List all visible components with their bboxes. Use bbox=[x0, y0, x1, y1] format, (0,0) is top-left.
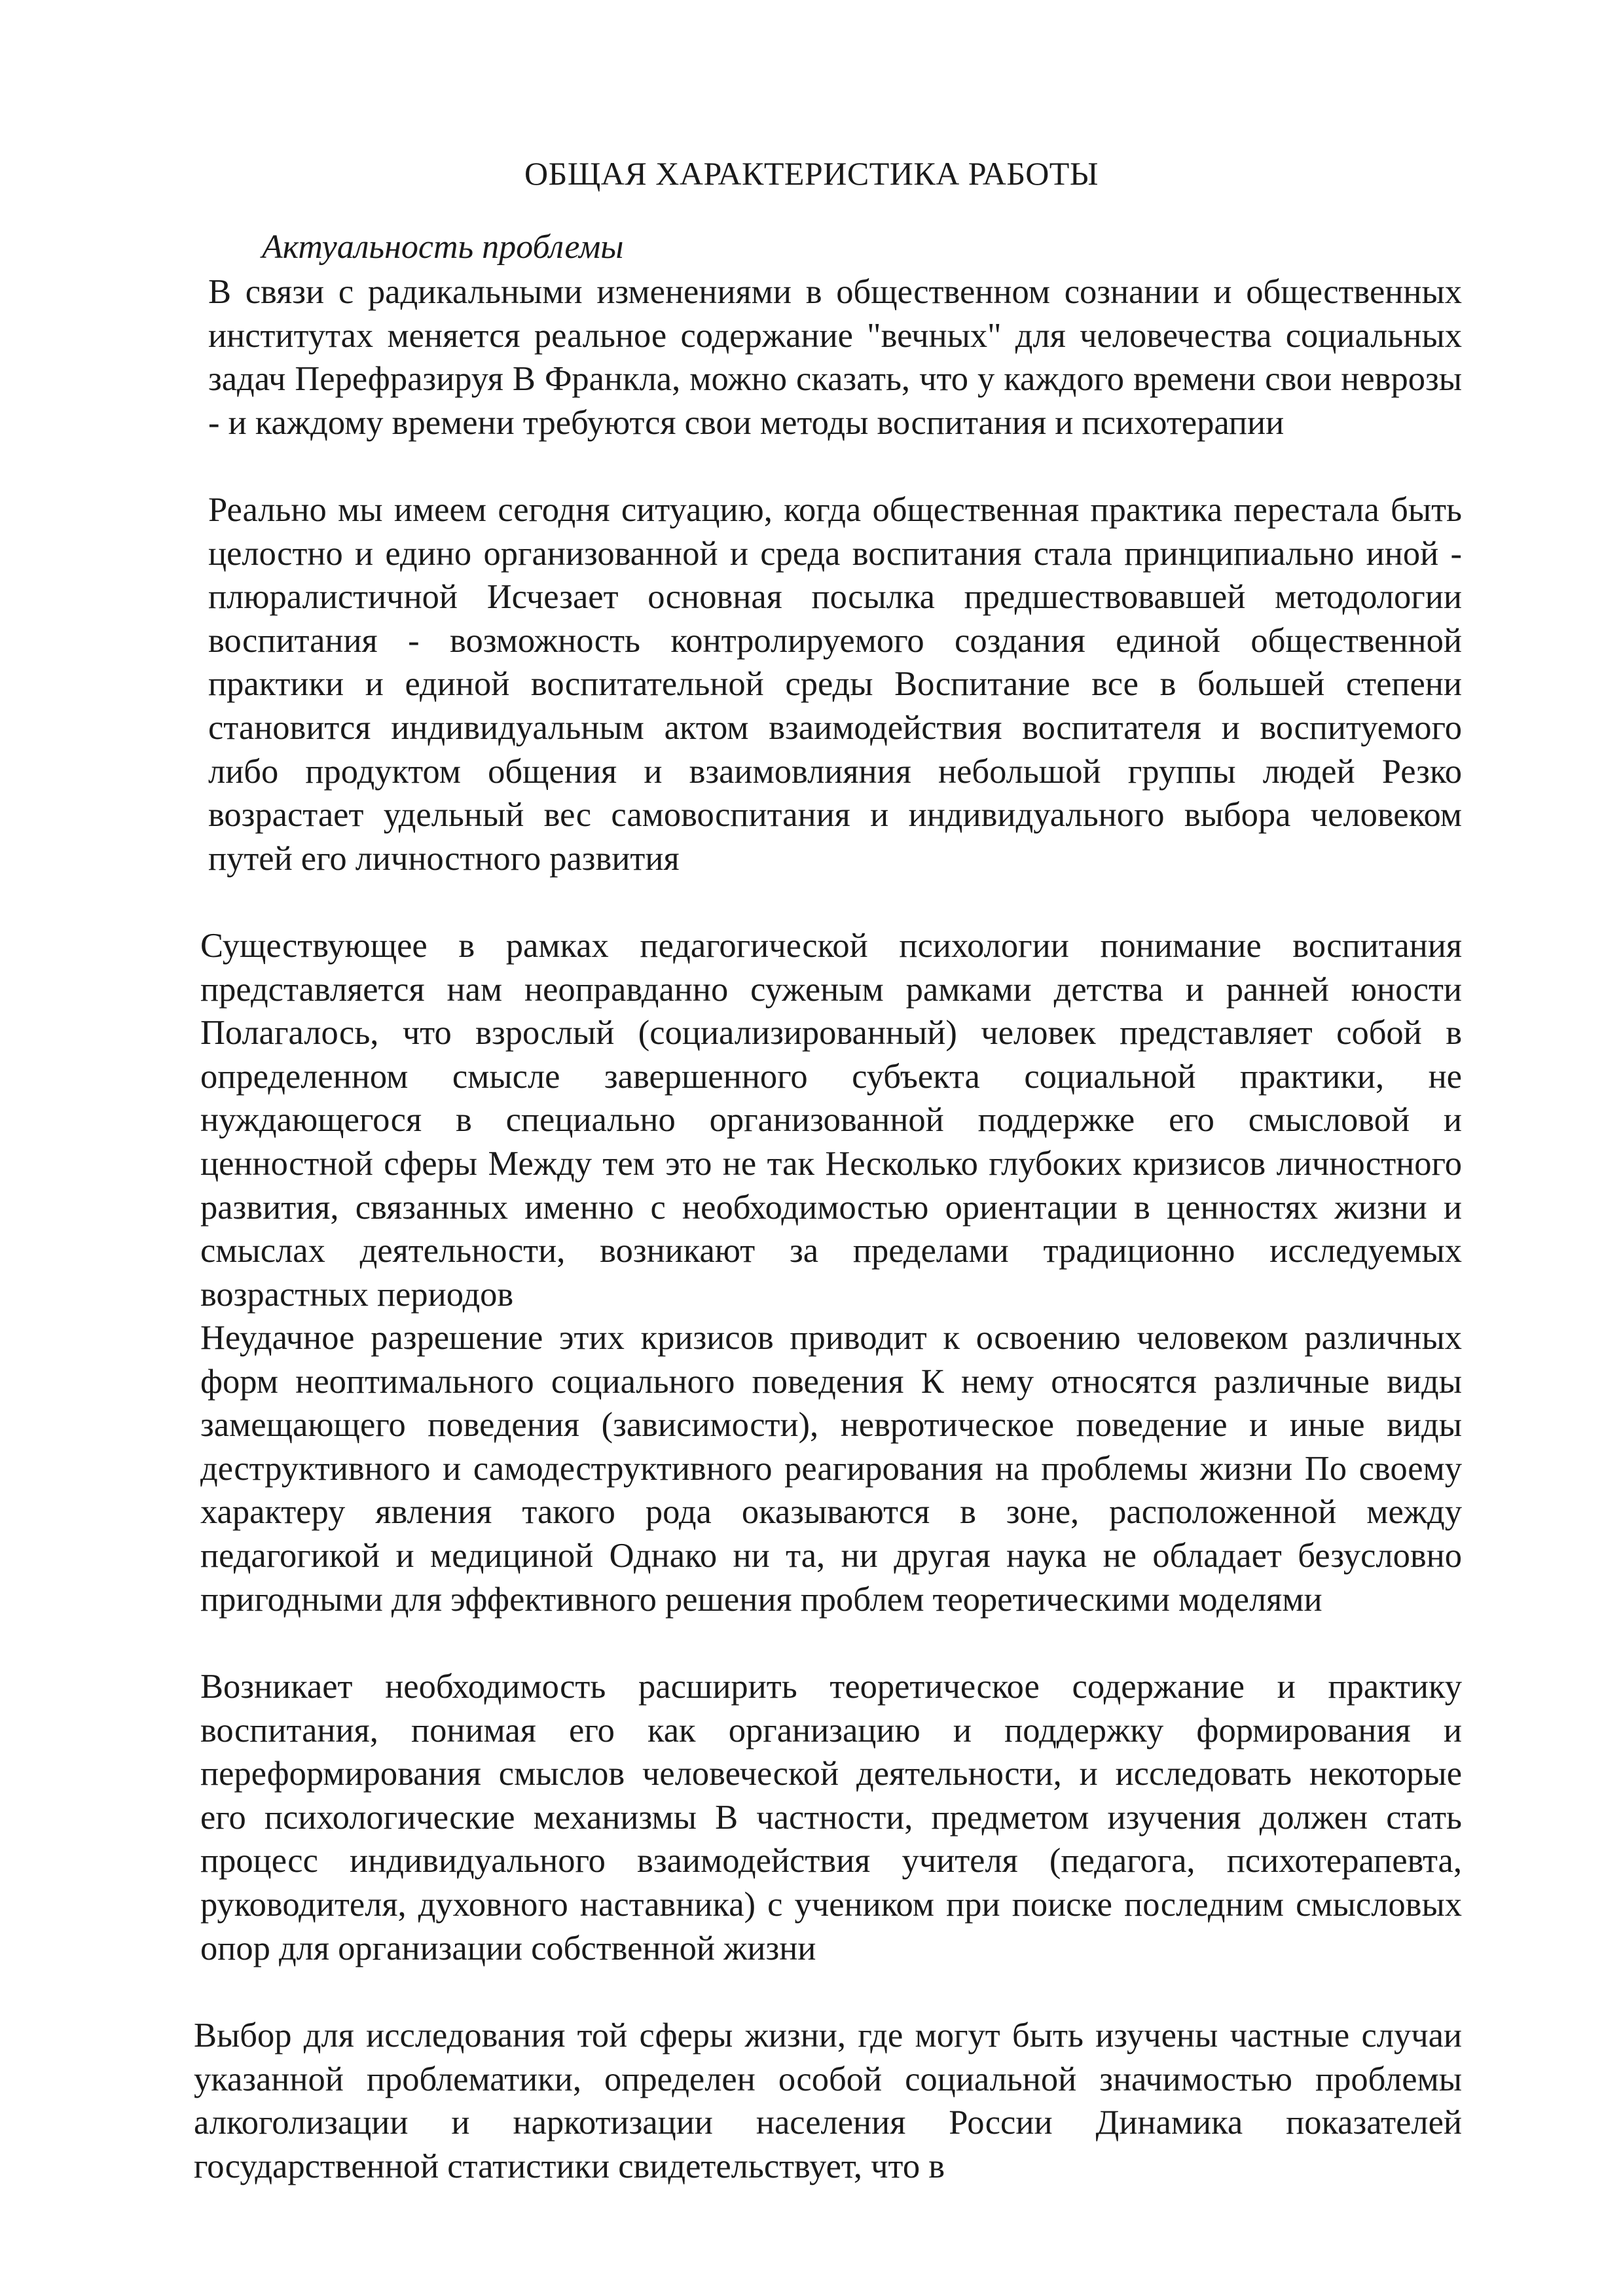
paragraph-3: Существующее в рамках педагогической психологии понимание воспитания представляется нам неоправданно суженым рамками детства и ранней юности Полагалось, что взрослый (социализированный) человек представляет собой в определенном смысле завершенного субъекта социальной практики, не нуждающегося в специально организованной поддержке его смысловой и ценностной сферы Между тем это не так Несколько глубоких кризисов личностного развития, связанных именно с необходимостью ориентации в ценностях жизни и смыслах деятельности, возникают за пределами традиционно исследуемых возрастных периодов bbox=[200, 927, 1462, 1314]
paragraph-6: Выбор для исследования той сферы жизни, где могут быть изучены частные случаи указанной проблематики, определен особой социальной значимостью проблемы алкоголизации и наркотизации населения России Динамика показателей государственной статистики свидетельствует, что в bbox=[194, 2017, 1462, 2185]
paragraph-1: В связи с радикальными изменениями в общественном сознании и общественных институтах меняется реальное содержание "вечных" для человечества социальных задач Перефразируя В Франкла, можно сказать, что у каждого времени свои неврозы - и каждому времени требуются свои методы воспитания и психотерапии bbox=[208, 273, 1462, 442]
paragraph-2: Реально мы имеем сегодня ситуацию, когда общественная практика перестала быть целостно и едино организованной и среда воспитания стала принципиально иной - плюралистичной Исчезает основная посылка предшествовавшей методологии воспитания - возможность контролируемого создания единой общественной практики и единой воспитательной среды Воспитание все в большей степени становится индивидуальным актом взаимодействия воспитателя и воспитуемого либо продуктом общения и взаимовлияния небольшой группы людей Резко возрастает удельный вес самовоспитания и индивидуального выбора человеком путей его личностного развития bbox=[208, 491, 1462, 878]
page-title: ОБЩАЯ ХАРАКТЕРИСТИКА РАБОТЫ bbox=[524, 155, 1099, 192]
paragraph-4: Неудачное разрешение этих кризисов приводит к освоению человеком различных форм неоптимального социального поведения К нему относятся различные виды замещающего поведения (зависимости), невротическое поведение и иные виды деструктивного и самодеструктивного реагирования на проблемы жизни По своему характеру явления такого рода оказываются в зоне, расположенной между педагогикой и медициной Однако ни та, ни другая наука не обладает безусловно пригодными для эффективного решения проблем теоретическими моделями bbox=[200, 1319, 1462, 1619]
paragraph-5: Возникает необходимость расширить теоретическое содержание и практику воспитания, понимая его как организацию и поддержку формирования и переформирования смыслов человеческой деятельности, и исследовать некоторые его психологические механизмы В частности, предметом изучения должен стать процесс индивидуального взаимодействия учителя (педагога, психотерапевта, руководителя, духовного наставника) с учеником при поиске последним смысловых опор для организации собственной жизни bbox=[200, 1668, 1462, 1967]
section-subtitle: Актуальность проблемы bbox=[262, 228, 624, 266]
